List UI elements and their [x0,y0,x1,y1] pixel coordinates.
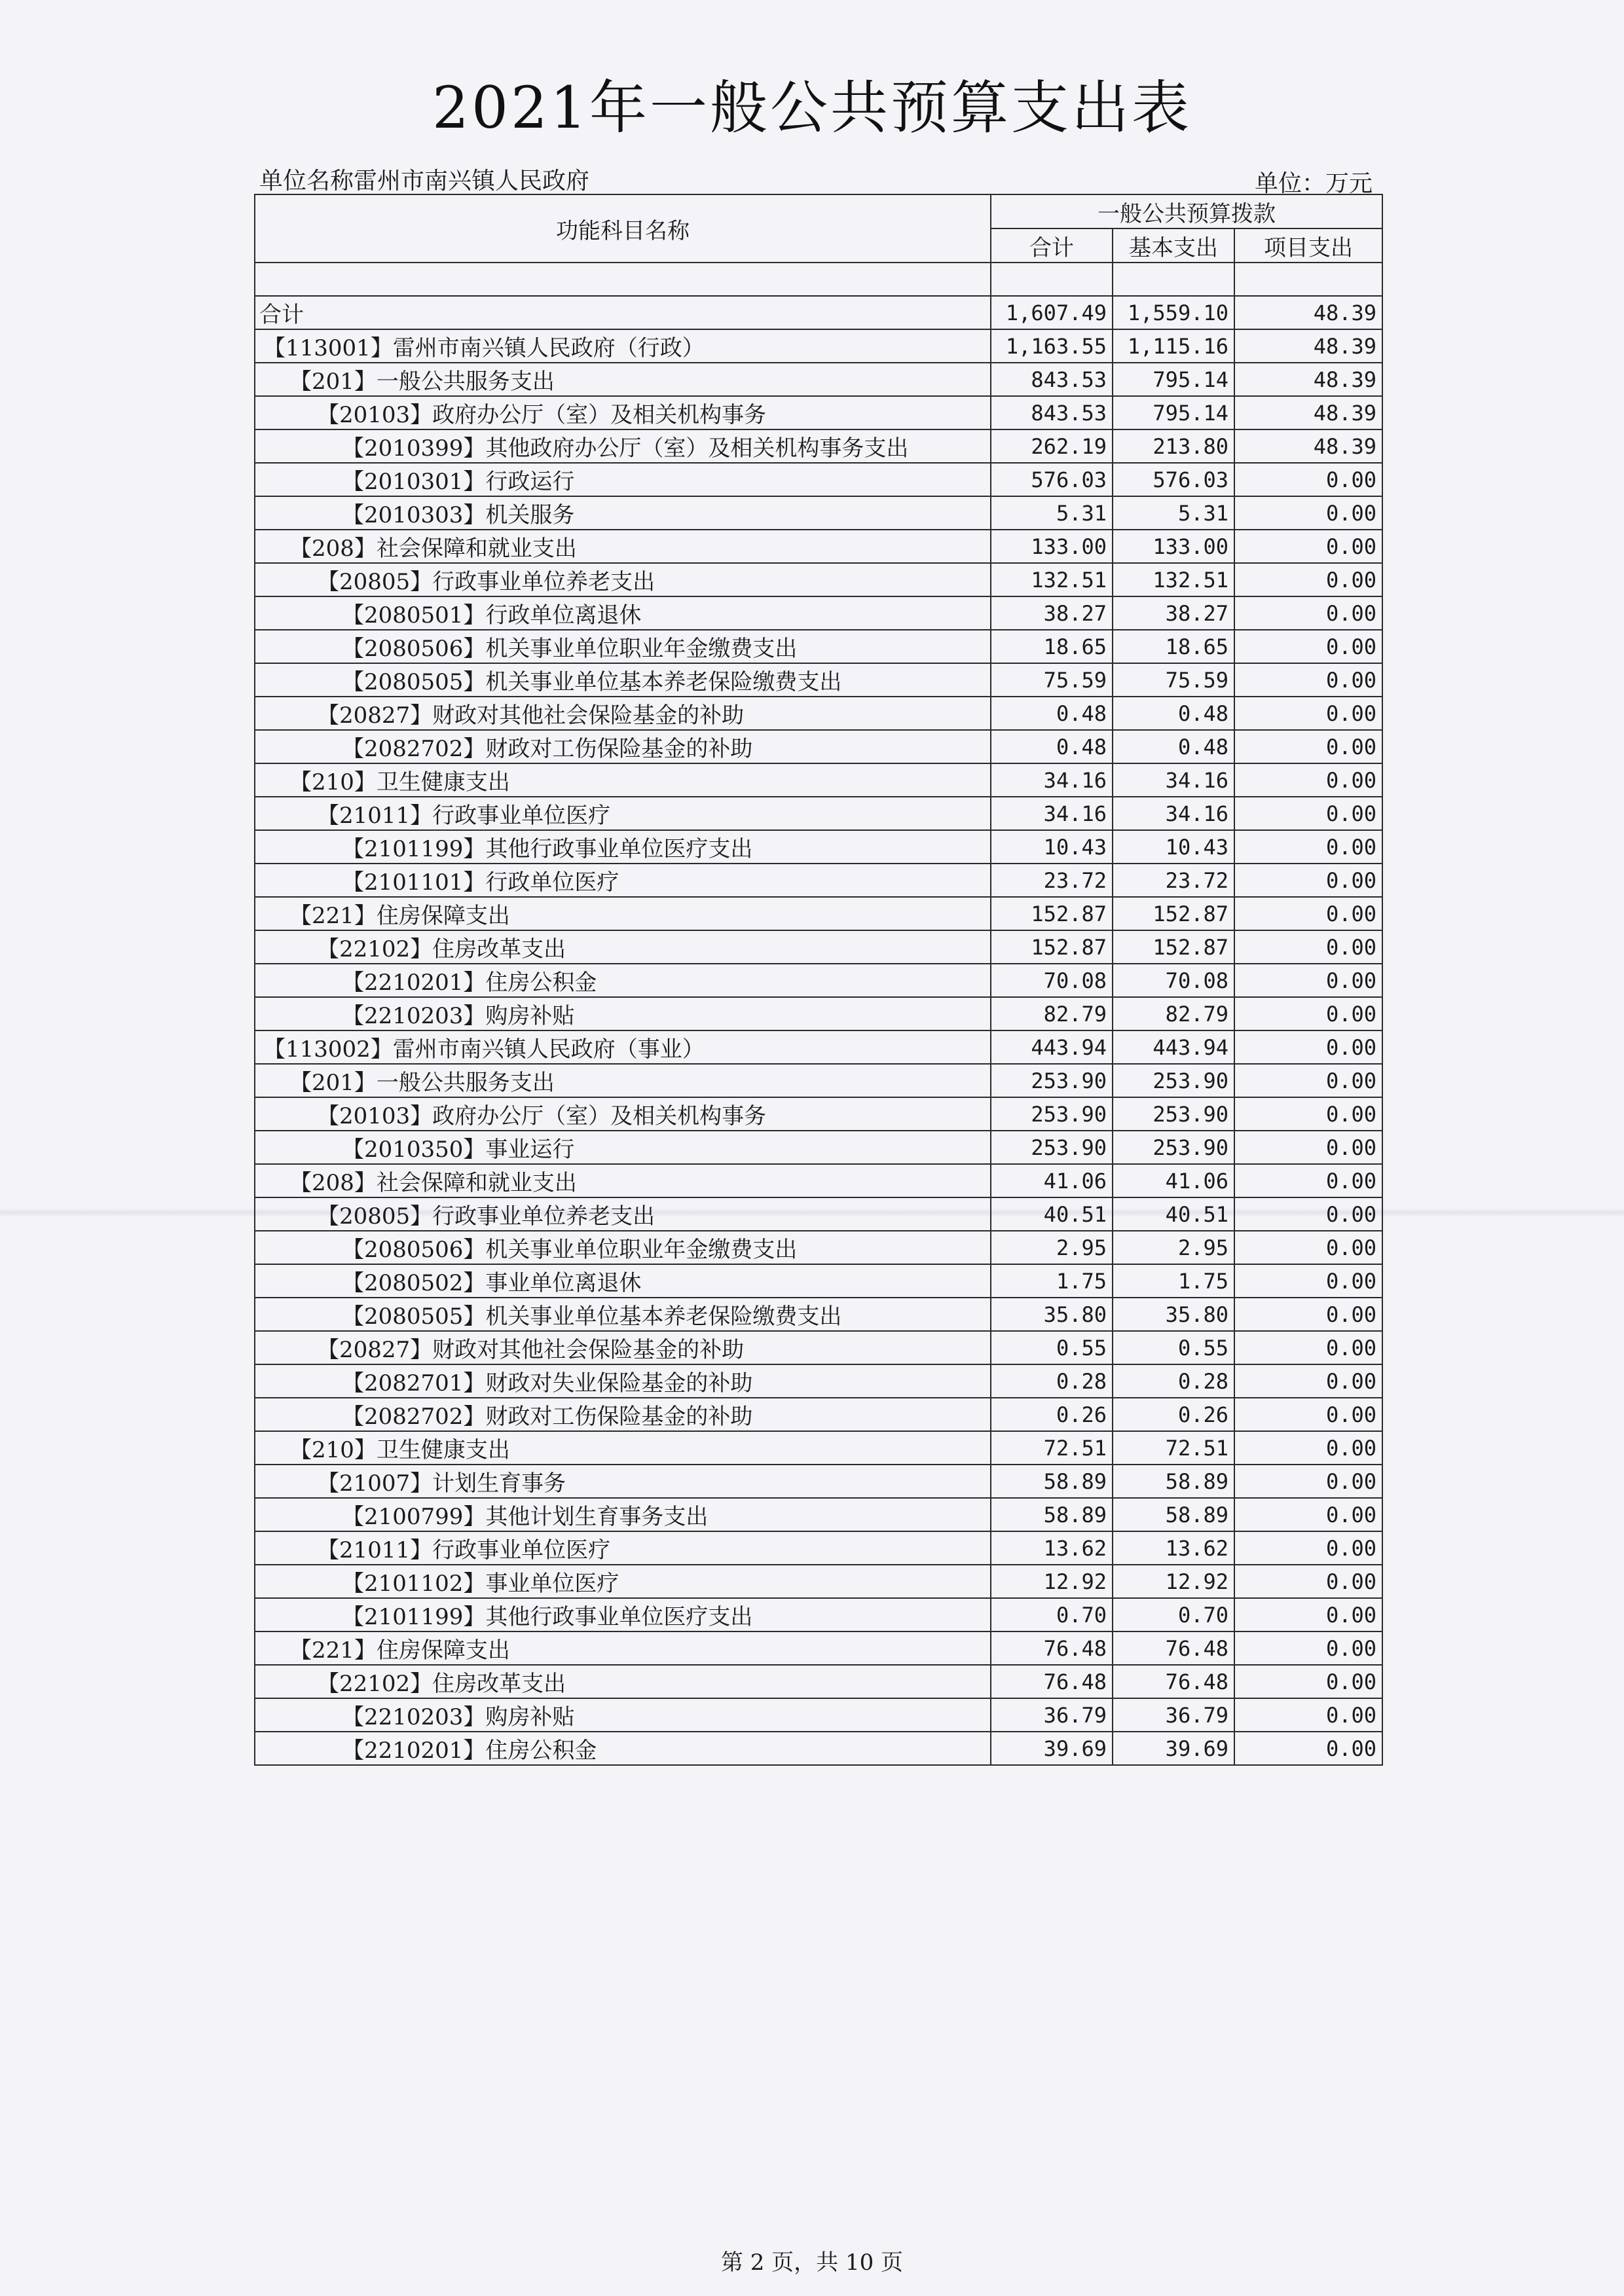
row-total-cell: 38.27 [991,596,1113,630]
table-row [255,1298,1382,1331]
row-project-cell: 0.00 [1234,663,1382,697]
row-name-cell: 【2080502】事业单位离退休 [255,1264,991,1298]
table-row [255,296,1382,329]
row-basic-cell: 253.90 [1113,1064,1234,1097]
row-total-cell: 58.89 [991,1498,1113,1531]
row-basic-cell: 0.28 [1113,1364,1234,1398]
budget-table [254,194,1383,1766]
row-total-cell: 843.53 [991,396,1113,429]
row-total-cell: 40.51 [991,1197,1113,1231]
row-name-cell: 【2101199】其他行政事业单位医疗支出 [255,830,991,864]
row-project-cell: 0.00 [1234,1431,1382,1465]
row-project-cell: 0.00 [1234,797,1382,830]
row-total-cell: 843.53 [991,363,1113,396]
table-row [255,1398,1382,1431]
row-project-cell: 0.00 [1234,1665,1382,1698]
row-total-cell: 0.28 [991,1364,1113,1398]
row-total-cell: 76.48 [991,1665,1113,1698]
row-name-cell: 【22102】住房改革支出 [255,930,991,964]
row-name-cell: 【2101101】行政单位医疗 [255,864,991,897]
blank-cell [1113,263,1234,296]
table-row [255,1030,1382,1064]
row-name-cell: 【2082701】财政对失业保险基金的补助 [255,1364,991,1398]
row-name-cell: 【2210201】住房公积金 [255,1732,991,1765]
row-project-cell: 0.00 [1234,530,1382,563]
row-project-cell: 0.00 [1234,1698,1382,1732]
row-basic-cell: 253.90 [1113,1131,1234,1164]
row-project-cell: 0.00 [1234,1030,1382,1064]
row-project-cell: 48.39 [1234,396,1382,429]
row-total-cell: 5.31 [991,496,1113,530]
table-row [255,1531,1382,1565]
row-total-cell: 132.51 [991,563,1113,596]
row-basic-cell: 70.08 [1113,964,1234,997]
row-name-cell: 【210】卫生健康支出 [255,1431,991,1465]
table-row [255,864,1382,897]
table-row [255,1197,1382,1231]
header-function-name: 功能科目名称 [255,194,991,263]
header-total: 合计 [991,228,1113,263]
row-project-cell: 0.00 [1234,1298,1382,1331]
table-row [255,1465,1382,1498]
row-name-cell: 【2210201】住房公积金 [255,964,991,997]
row-project-cell: 0.00 [1234,930,1382,964]
row-basic-cell: 10.43 [1113,830,1234,864]
row-basic-cell: 1,115.16 [1113,329,1234,363]
row-basic-cell: 72.51 [1113,1431,1234,1465]
row-basic-cell: 795.14 [1113,396,1234,429]
row-basic-cell: 5.31 [1113,496,1234,530]
row-project-cell: 0.00 [1234,630,1382,663]
row-total-cell: 2.95 [991,1231,1113,1264]
unit-name: 单位名称雷州市南兴镇人民政府 [259,168,590,194]
row-total-cell: 1.75 [991,1264,1113,1298]
table-row [255,596,1382,630]
row-project-cell: 0.00 [1234,463,1382,496]
unit-label: 单位：万元 [1255,170,1373,197]
row-total-cell: 34.16 [991,797,1113,830]
row-basic-cell: 36.79 [1113,1698,1234,1732]
row-project-cell: 0.00 [1234,964,1382,997]
row-name-cell: 【20805】行政事业单位养老支出 [255,563,991,596]
row-total-cell: 152.87 [991,897,1113,930]
row-basic-cell: 40.51 [1113,1197,1234,1231]
table-row [255,930,1382,964]
table-row [255,363,1382,396]
row-basic-cell: 0.55 [1113,1331,1234,1364]
row-name-cell: 【221】住房保障支出 [255,897,991,930]
row-project-cell: 0.00 [1234,830,1382,864]
row-total-cell: 0.48 [991,730,1113,763]
table-row [255,763,1382,797]
row-name-cell: 【22102】住房改革支出 [255,1665,991,1698]
row-total-cell: 72.51 [991,1431,1113,1465]
row-project-cell: 48.39 [1234,296,1382,329]
row-name-cell: 【2080506】机关事业单位职业年金缴费支出 [255,630,991,663]
row-total-cell: 1,607.49 [991,296,1113,329]
row-name-cell: 【201】一般公共服务支出 [255,1064,991,1097]
row-name-cell: 【2101102】事业单位医疗 [255,1565,991,1598]
row-total-cell: 23.72 [991,864,1113,897]
row-name-cell: 合计 [255,296,991,329]
row-project-cell: 0.00 [1234,1264,1382,1298]
row-total-cell: 0.70 [991,1598,1113,1631]
row-basic-cell: 152.87 [1113,897,1234,930]
row-name-cell: 【208】社会保障和就业支出 [255,1164,991,1197]
row-project-cell: 48.39 [1234,329,1382,363]
row-name-cell: 【113001】雷州市南兴镇人民政府（行政） [255,329,991,363]
table-row [255,1431,1382,1465]
row-project-cell: 0.00 [1234,1565,1382,1598]
row-total-cell: 443.94 [991,1030,1113,1064]
table-row [255,830,1382,864]
row-basic-cell: 0.70 [1113,1598,1234,1631]
row-basic-cell: 576.03 [1113,463,1234,496]
row-total-cell: 34.16 [991,763,1113,797]
row-basic-cell: 152.87 [1113,930,1234,964]
row-name-cell: 【21007】计划生育事务 [255,1465,991,1498]
row-basic-cell: 35.80 [1113,1298,1234,1331]
row-project-cell: 0.00 [1234,1732,1382,1765]
row-total-cell: 253.90 [991,1097,1113,1131]
row-project-cell: 0.00 [1234,1197,1382,1231]
header-basic: 基本支出 [1113,228,1234,263]
blank-cell [1234,263,1382,296]
row-total-cell: 253.90 [991,1131,1113,1164]
row-basic-cell: 39.69 [1113,1732,1234,1765]
blank-cell [255,263,991,296]
row-total-cell: 82.79 [991,997,1113,1030]
row-name-cell: 【210】卫生健康支出 [255,763,991,797]
row-name-cell: 【20103】政府办公厅（室）及相关机构事务 [255,396,991,429]
row-name-cell: 【20805】行政事业单位养老支出 [255,1197,991,1231]
row-total-cell: 0.48 [991,697,1113,730]
page-title: 2021年一般公共预算支出表 [432,74,1192,141]
row-project-cell: 0.00 [1234,1598,1382,1631]
row-total-cell: 262.19 [991,429,1113,463]
row-total-cell: 18.65 [991,630,1113,663]
row-basic-cell: 133.00 [1113,530,1234,563]
row-project-cell: 0.00 [1234,697,1382,730]
row-name-cell: 【2101199】其他行政事业单位医疗支出 [255,1598,991,1631]
row-total-cell: 10.43 [991,830,1113,864]
row-basic-cell: 0.48 [1113,697,1234,730]
row-basic-cell: 795.14 [1113,363,1234,396]
row-project-cell: 0.00 [1234,864,1382,897]
table-body [255,296,1382,1765]
row-name-cell: 【2010350】事业运行 [255,1131,991,1164]
row-name-cell: 【2082702】财政对工伤保险基金的补助 [255,730,991,763]
row-project-cell: 0.00 [1234,730,1382,763]
row-project-cell: 0.00 [1234,897,1382,930]
row-total-cell: 253.90 [991,1064,1113,1097]
row-project-cell: 48.39 [1234,429,1382,463]
row-total-cell: 76.48 [991,1631,1113,1665]
row-basic-cell: 0.48 [1113,730,1234,763]
row-name-cell: 【2080505】机关事业单位基本养老保险缴费支出 [255,663,991,697]
row-basic-cell: 1,559.10 [1113,296,1234,329]
table-row [255,797,1382,830]
row-project-cell: 0.00 [1234,1097,1382,1131]
table-row [255,1331,1382,1364]
row-total-cell: 0.55 [991,1331,1113,1364]
table-row [255,463,1382,496]
table-row [255,997,1382,1030]
row-total-cell: 58.89 [991,1465,1113,1498]
row-basic-cell: 75.59 [1113,663,1234,697]
row-name-cell: 【21011】行政事业单位医疗 [255,1531,991,1565]
row-basic-cell: 82.79 [1113,997,1234,1030]
row-project-cell: 0.00 [1234,496,1382,530]
row-total-cell: 576.03 [991,463,1113,496]
table-row [255,697,1382,730]
row-total-cell: 75.59 [991,663,1113,697]
table-row [255,1498,1382,1531]
row-total-cell: 1,163.55 [991,329,1113,363]
row-basic-cell: 34.16 [1113,763,1234,797]
table-row [255,429,1382,463]
blank-cell [991,263,1113,296]
row-project-cell: 0.00 [1234,563,1382,596]
header-budget-group: 一般公共预算拨款 [991,194,1382,228]
table-row [255,396,1382,429]
row-basic-cell: 1.75 [1113,1264,1234,1298]
row-name-cell: 【201】一般公共服务支出 [255,363,991,396]
row-name-cell: 【21011】行政事业单位医疗 [255,797,991,830]
row-project-cell: 0.00 [1234,1398,1382,1431]
row-project-cell: 0.00 [1234,1531,1382,1565]
row-project-cell: 48.39 [1234,363,1382,396]
row-basic-cell: 12.92 [1113,1565,1234,1598]
row-name-cell: 【2010303】机关服务 [255,496,991,530]
table-row [255,530,1382,563]
row-total-cell: 39.69 [991,1732,1113,1765]
table-row [255,1164,1382,1197]
table-row [255,329,1382,363]
table-row [255,1598,1382,1631]
row-total-cell: 70.08 [991,964,1113,997]
table-row [255,1131,1382,1164]
row-name-cell: 【221】住房保障支出 [255,1631,991,1665]
row-basic-cell: 58.89 [1113,1465,1234,1498]
row-name-cell: 【20827】财政对其他社会保险基金的补助 [255,1331,991,1364]
table-row [255,1698,1382,1732]
row-basic-cell: 38.27 [1113,596,1234,630]
row-project-cell: 0.00 [1234,1465,1382,1498]
row-basic-cell: 13.62 [1113,1531,1234,1565]
row-project-cell: 0.00 [1234,1231,1382,1264]
table-row [255,730,1382,763]
row-project-cell: 0.00 [1234,1164,1382,1197]
row-total-cell: 36.79 [991,1698,1113,1732]
row-basic-cell: 76.48 [1113,1631,1234,1665]
table-row [255,1631,1382,1665]
table-row [255,1097,1382,1131]
row-project-cell: 0.00 [1234,1331,1382,1364]
row-total-cell: 152.87 [991,930,1113,964]
row-total-cell: 35.80 [991,1298,1113,1331]
row-name-cell: 【2080505】机关事业单位基本养老保险缴费支出 [255,1298,991,1331]
row-project-cell: 0.00 [1234,997,1382,1030]
table-row [255,964,1382,997]
row-name-cell: 【2100799】其他计划生育事务支出 [255,1498,991,1531]
row-basic-cell: 18.65 [1113,630,1234,663]
row-name-cell: 【2010301】行政运行 [255,463,991,496]
table-row [255,563,1382,596]
row-basic-cell: 0.26 [1113,1398,1234,1431]
table-row [255,496,1382,530]
row-project-cell: 0.00 [1234,1364,1382,1398]
row-name-cell: 【2010399】其他政府办公厅（室）及相关机构事务支出 [255,429,991,463]
row-basic-cell: 213.80 [1113,429,1234,463]
row-name-cell: 【2210203】购房补贴 [255,1698,991,1732]
row-total-cell: 0.26 [991,1398,1113,1431]
table-row [255,1064,1382,1097]
row-project-cell: 0.00 [1234,1064,1382,1097]
row-name-cell: 【2080506】机关事业单位职业年金缴费支出 [255,1231,991,1264]
table-row [255,1264,1382,1298]
table-row [255,1231,1382,1264]
row-project-cell: 0.00 [1234,1498,1382,1531]
table-row [255,1565,1382,1598]
row-name-cell: 【2080501】行政单位离退休 [255,596,991,630]
table-row [255,1665,1382,1698]
row-project-cell: 0.00 [1234,1131,1382,1164]
row-name-cell: 【208】社会保障和就业支出 [255,530,991,563]
row-name-cell: 【113002】雷州市南兴镇人民政府（事业） [255,1030,991,1064]
row-basic-cell: 443.94 [1113,1030,1234,1064]
row-name-cell: 【20827】财政对其他社会保险基金的补助 [255,697,991,730]
header-row [255,194,1382,228]
row-total-cell: 41.06 [991,1164,1113,1197]
table-row [255,897,1382,930]
header-project: 项目支出 [1234,228,1382,263]
row-basic-cell: 253.90 [1113,1097,1234,1131]
table-row [255,1364,1382,1398]
row-basic-cell: 132.51 [1113,563,1234,596]
row-basic-cell: 58.89 [1113,1498,1234,1531]
row-project-cell: 0.00 [1234,1631,1382,1665]
table-row [255,663,1382,697]
blank-row [255,263,1382,296]
table-row [255,630,1382,663]
row-project-cell: 0.00 [1234,763,1382,797]
row-name-cell: 【2082702】财政对工伤保险基金的补助 [255,1398,991,1431]
row-name-cell: 【2210203】购房补贴 [255,997,991,1030]
row-basic-cell: 2.95 [1113,1231,1234,1264]
row-name-cell: 【20103】政府办公厅（室）及相关机构事务 [255,1097,991,1131]
row-basic-cell: 41.06 [1113,1164,1234,1197]
row-total-cell: 13.62 [991,1531,1113,1565]
row-total-cell: 133.00 [991,530,1113,563]
row-total-cell: 12.92 [991,1565,1113,1598]
row-basic-cell: 76.48 [1113,1665,1234,1698]
page-footer: 第 2 页，共 10 页 [720,2250,904,2276]
row-basic-cell: 34.16 [1113,797,1234,830]
table-row [255,1732,1382,1765]
row-basic-cell: 23.72 [1113,864,1234,897]
row-project-cell: 0.00 [1234,596,1382,630]
